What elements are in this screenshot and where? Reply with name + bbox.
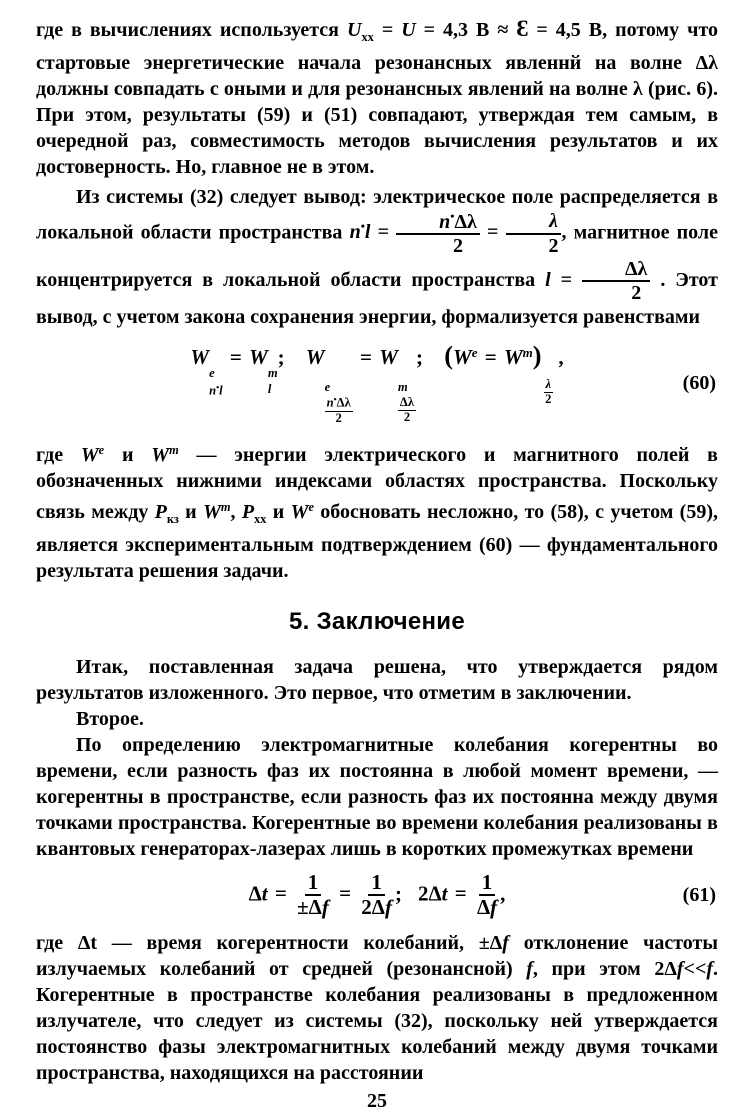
close-paren: )	[532, 341, 542, 371]
math-token: P	[154, 501, 167, 524]
star-superscript: •	[333, 394, 337, 405]
scripts-stack	[209, 366, 223, 397]
superscript: m	[267, 366, 278, 381]
subscript-fraction	[325, 395, 353, 425]
math-token: f	[706, 958, 714, 981]
fraction-denominator	[358, 896, 395, 920]
math-token: n	[349, 221, 361, 244]
superscript: e	[98, 443, 105, 458]
fraction	[294, 871, 332, 920]
text-run: и	[104, 444, 152, 467]
scripts-stack	[398, 380, 416, 425]
scripts-stack	[268, 366, 278, 396]
equation-61-body	[249, 871, 506, 920]
math-token: f	[502, 932, 509, 955]
section-heading: 5. Заключение	[289, 608, 465, 636]
fraction-numerator: λ	[506, 210, 561, 234]
math-token: W	[249, 345, 268, 370]
fraction	[396, 210, 480, 258]
superscript: e	[308, 500, 314, 515]
math-token: W	[379, 345, 398, 370]
fraction	[358, 871, 395, 920]
math-token: l	[364, 221, 371, 244]
text-run: = 4,3 В ≈	[415, 19, 517, 41]
math-token: =	[449, 880, 472, 905]
paragraph-energies	[36, 437, 718, 584]
star-superscript: •	[216, 381, 220, 392]
math-token: n	[439, 210, 451, 233]
math-token: Δλ	[454, 210, 477, 233]
text-run: обосновать несложно, то (58), с учетом (59), является экспериментальным подтверждением (60) — фундаментального результата решения задачи.	[36, 501, 718, 583]
math-token: f	[676, 958, 684, 981]
subscript: хх	[254, 512, 267, 527]
var-U-xx: U	[346, 19, 362, 41]
math-token: P	[241, 501, 255, 524]
math-token: Δλ	[336, 395, 351, 410]
equation-60-body	[190, 340, 563, 425]
math-token: ;	[416, 345, 429, 370]
subscript-xx: хх	[361, 29, 374, 44]
math-token: ,	[500, 880, 506, 905]
paragraph-vtoroe: Второе.	[76, 708, 144, 731]
math-token: ,	[553, 345, 564, 370]
math-token: ;	[277, 345, 290, 370]
text-run: где	[36, 444, 81, 467]
math-token: n	[209, 382, 217, 397]
equation-60	[36, 340, 718, 425]
math-token: ±Δ	[478, 932, 503, 955]
math-token: ,	[561, 221, 567, 244]
text-run: и	[266, 501, 291, 524]
math-token: =	[373, 19, 402, 41]
star-superscript: •	[450, 208, 455, 223]
superscript: m	[397, 379, 408, 394]
fraction-denominator: 2	[548, 234, 559, 257]
text-run: = 4,5 В, потому что стартовые энергетические начала резонансных явленнй на волне Δλ должны совпадать с оными и для резонансных явлений на волне λ (рис. 6). При этом, результаты (59) и (51) совпадают, утверждая тем самым, в очередной раз, совместимость методов вычисления результатов и их достоверность. Но, главное не в этом.	[36, 19, 718, 178]
page-number: 25	[367, 1090, 387, 1113]
paragraph-system32	[36, 184, 718, 330]
paragraph-coherence-time	[36, 930, 718, 1086]
inline-formula-nl	[349, 208, 567, 258]
equation-61	[36, 868, 718, 922]
fraction-numerator	[325, 395, 353, 411]
paragraph-itak: Итак, поставленная задача решена, что утверждается рядом результатов изложенного. Это первое, что отметим в заключении.	[36, 656, 718, 705]
subscript-fraction	[544, 371, 554, 407]
fraction-denominator: 2	[335, 410, 342, 425]
text-run: ,	[230, 501, 242, 524]
math-token: =	[333, 880, 357, 905]
fraction	[506, 210, 562, 257]
fraction-numerator: λ	[545, 377, 552, 392]
math-token: =	[370, 221, 397, 244]
math-token: 2Δ	[361, 895, 385, 920]
math-token: =	[550, 268, 582, 291]
fraction-denominator	[294, 896, 332, 920]
fraction-denominator: 2	[452, 235, 463, 258]
math-token: f	[384, 895, 392, 920]
math-token: n	[326, 395, 334, 410]
math-token: W	[305, 345, 325, 370]
text-run: Этот вывод, с учетом закона сохранения энергии, формализуется равенствами	[36, 268, 718, 329]
fraction	[544, 378, 554, 407]
text-run: где в вычислениях используется	[36, 19, 347, 41]
superscript: m	[220, 500, 231, 515]
text-run: магнитное поле концентрируется в локальной области пространства	[36, 221, 718, 291]
math-token: W	[290, 501, 309, 524]
math-token: Δ	[476, 895, 491, 920]
math-token: W	[453, 345, 472, 370]
superscript: e	[209, 366, 215, 381]
text-run: , при этом 2Δ	[532, 958, 677, 981]
subscript-fraction	[398, 395, 416, 425]
fraction-denominator: 2	[631, 281, 642, 304]
text-run: и	[178, 501, 204, 524]
equation-number-60: (60)	[682, 371, 716, 394]
text-run: отклонение частоты излучаемых колебаний от средней (резонансной)	[36, 932, 718, 981]
math-token: =	[224, 345, 248, 370]
fraction-numerator: 1	[368, 871, 385, 897]
math-token: ;	[394, 880, 402, 905]
math-token: =	[479, 345, 502, 370]
text-run: Из системы (32) следует вывод: электрическое поле распределяется в локальной области пространства	[36, 185, 718, 244]
fraction-numerator: 1	[479, 871, 496, 897]
math-token: l	[219, 382, 223, 397]
fraction	[325, 395, 353, 425]
fraction-denominator: 2	[403, 410, 411, 425]
superscript: m	[169, 443, 179, 458]
math-token: 2Δ	[417, 880, 442, 905]
math-token: =	[354, 345, 378, 370]
fraction-numerator: Δλ	[399, 395, 415, 410]
fraction	[474, 871, 500, 920]
paragraph-intro	[36, 16, 718, 180]
math-token: f	[321, 895, 329, 920]
math-token: =	[479, 221, 506, 244]
superscript: m	[522, 345, 533, 361]
subscript: l	[267, 381, 272, 396]
text-run: . Когерентные в пространстве колебания реализованы в предложенном излучателе, что следует из системы (32), поскольку ней утверждается постоянство фазы электромагнитных колебаний между двумя точками пространства, находящихся на расстоянии	[36, 958, 719, 1085]
paragraph-coherence: По определению электромагнитные колебания когерентны во времени, если разность фаз их постоянна в любой момент времени, — когерентны в пространстве, если разность фаз их постоянна между двумя точками пространства. Когерентные во времени колебания реализованы в квантовых генераторах-лазерах лишь в коротких промежутках времени	[36, 734, 718, 861]
math-token: W	[151, 444, 170, 467]
math-token: ±Δ	[297, 895, 322, 920]
math-token: W	[190, 345, 210, 370]
text-run: — энергии электрического и магнитного полей в обозначенных нижними индексами областях пространства. Поскольку связь между	[36, 444, 718, 524]
fraction	[582, 258, 650, 305]
math-token: Δ	[248, 880, 262, 905]
math-token: =	[269, 880, 293, 905]
math-token: l	[545, 268, 551, 291]
fraction-numerator: 1	[305, 871, 322, 897]
fraction-denominator: 2	[545, 392, 552, 407]
math-token: <<	[683, 958, 707, 981]
math-token: f	[526, 958, 533, 981]
superscript: e	[471, 345, 478, 361]
fraction-denominator	[474, 896, 500, 920]
scripts-stack	[325, 380, 353, 426]
subscript: кз	[166, 512, 179, 527]
subscript	[209, 382, 223, 398]
open-paren: (	[444, 341, 454, 371]
text-run: где Δt — время когерентности колебаний,	[36, 932, 479, 955]
math-token: W	[503, 345, 523, 370]
math-token: t	[261, 880, 268, 905]
fraction	[398, 396, 416, 425]
math-token: .	[650, 268, 666, 291]
fraction-numerator	[396, 210, 480, 235]
math-token: t	[441, 880, 448, 905]
math-token: W	[203, 501, 221, 524]
math-token: f	[490, 895, 498, 920]
star-superscript: •	[360, 219, 365, 234]
fraction-numerator: Δλ	[582, 258, 650, 282]
math-token: W	[80, 444, 99, 467]
superscript: e	[324, 379, 331, 394]
var-U: U	[401, 19, 416, 41]
emf-symbol: Ɛ	[516, 16, 529, 41]
equation-number-61: (61)	[682, 884, 716, 907]
